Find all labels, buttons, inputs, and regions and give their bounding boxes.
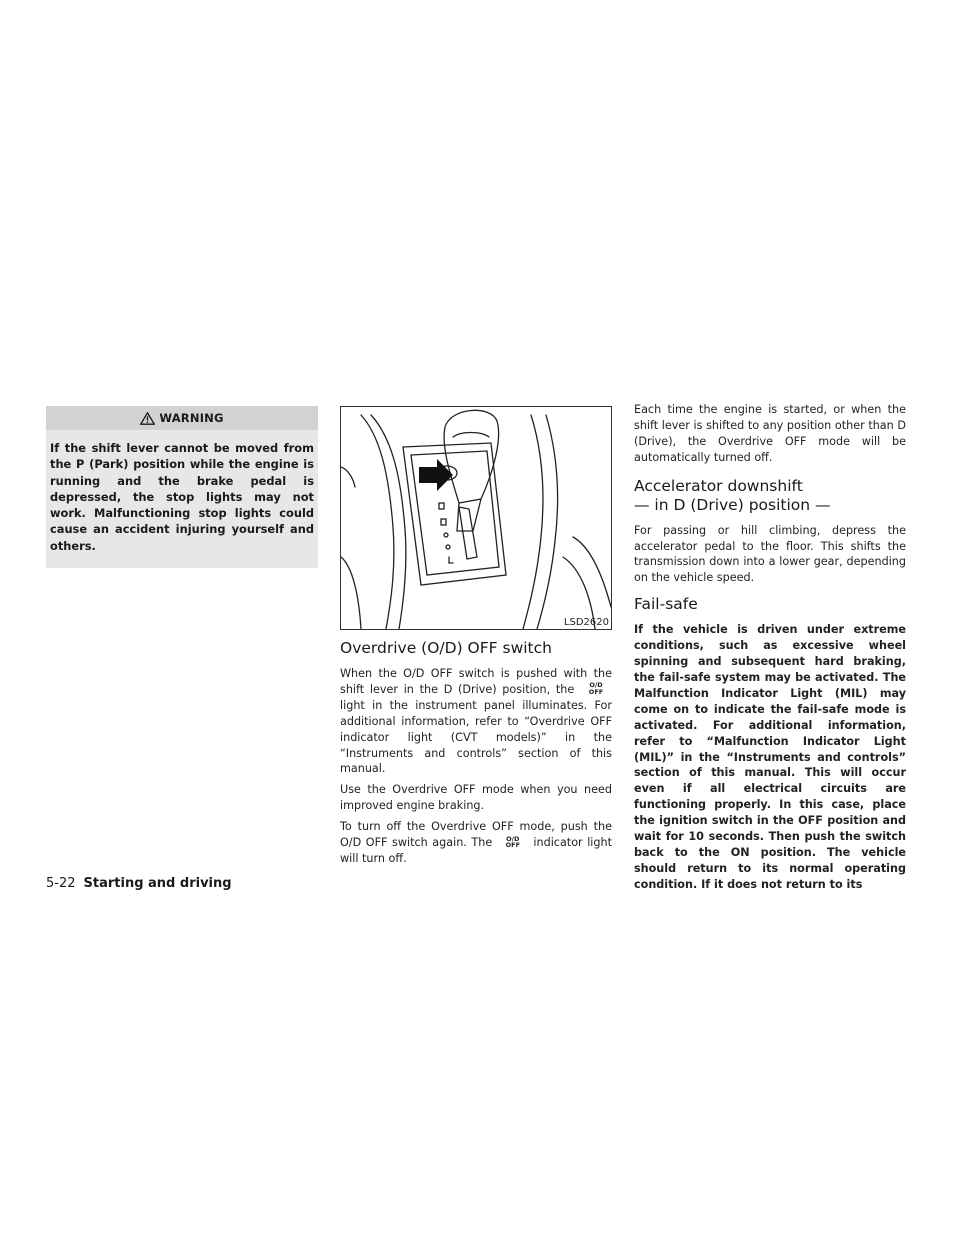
warning-text: If the shift lever cannot be moved from the P (Park) position while the engine is running and the brake pedal is depressed, the stop lights may not work. Malfunctioning stop lights could cause an accident injuring yourself and others. bbox=[50, 441, 314, 553]
od-off-indicator-icon: O/D OFF bbox=[588, 681, 604, 696]
intro-paragraph: Each time the engine is started, or when the shift lever is shifted to any position other than D (Drive), the Overdrive OFF mode will be automatically turned off. bbox=[634, 403, 906, 464]
page-footer bbox=[46, 876, 232, 891]
fail-safe-heading: Fail-safe bbox=[634, 595, 698, 614]
shift-lever-illustration bbox=[340, 406, 612, 630]
accelerator-downshift-heading: Accelerator downshift — in D (Drive) position — bbox=[634, 476, 831, 514]
section-name: Starting and driving bbox=[83, 876, 232, 891]
od-switch-paragraph-1: When the O/D OFF switch is pushed with the shift lever in the D (Drive) position, the O/D OFF light in the instrument panel illuminates. For additional information, refer to “Overdrive OFF indicator light (CVT models)” in the “Instruments and controls” section of this manual. bbox=[340, 667, 612, 776]
od-switch-heading: Overdrive (O/D) OFF switch bbox=[340, 639, 552, 657]
od-switch-paragraph-3: To turn off the Overdrive OFF mode, push the O/D OFF switch again. The O/D OFF indicator light will turn off. bbox=[340, 820, 612, 865]
warning-triangle-icon bbox=[140, 412, 155, 425]
page-number: 5-22 bbox=[46, 876, 76, 891]
figure-code: LSD2620 bbox=[563, 617, 609, 628]
left-column bbox=[46, 406, 318, 568]
warning-box bbox=[46, 406, 318, 568]
shift-lever-drawing bbox=[341, 407, 611, 629]
od-switch-paragraph-2: Use the Overdrive OFF mode when you need improved engine braking. bbox=[340, 783, 612, 813]
warning-title: WARNING bbox=[159, 411, 224, 425]
right-column bbox=[634, 402, 906, 893]
warning-header bbox=[46, 406, 318, 430]
accelerator-downshift-text: For passing or hill climbing, depress the accelerator pedal to the floor. This shifts the transmission down into a lower gear, depending on the vehicle speed. bbox=[634, 523, 906, 585]
od-off-indicator-icon: O/D OFF bbox=[505, 834, 521, 850]
middle-column bbox=[340, 406, 612, 867]
fail-safe-text: If the vehicle is driven under extreme conditions, such as excessive wheel spinning and subsequent hard braking, the fail-safe system may be activated. The Malfunction Indicator Light (MIL) may come on to indicate the fail-safe mode is activated. For additional information, refer to “Malfunction Indicator Light (MIL)” in the “Instruments and controls” section of this manual. This will occur even if all electrical circuits are functioning properly. In this case, place the ignition switch in the OFF position and wait for 10 seconds. Then push the switch back to the ON position. The vehicle should return to its normal operating condition. If it does not return to its bbox=[634, 623, 906, 891]
